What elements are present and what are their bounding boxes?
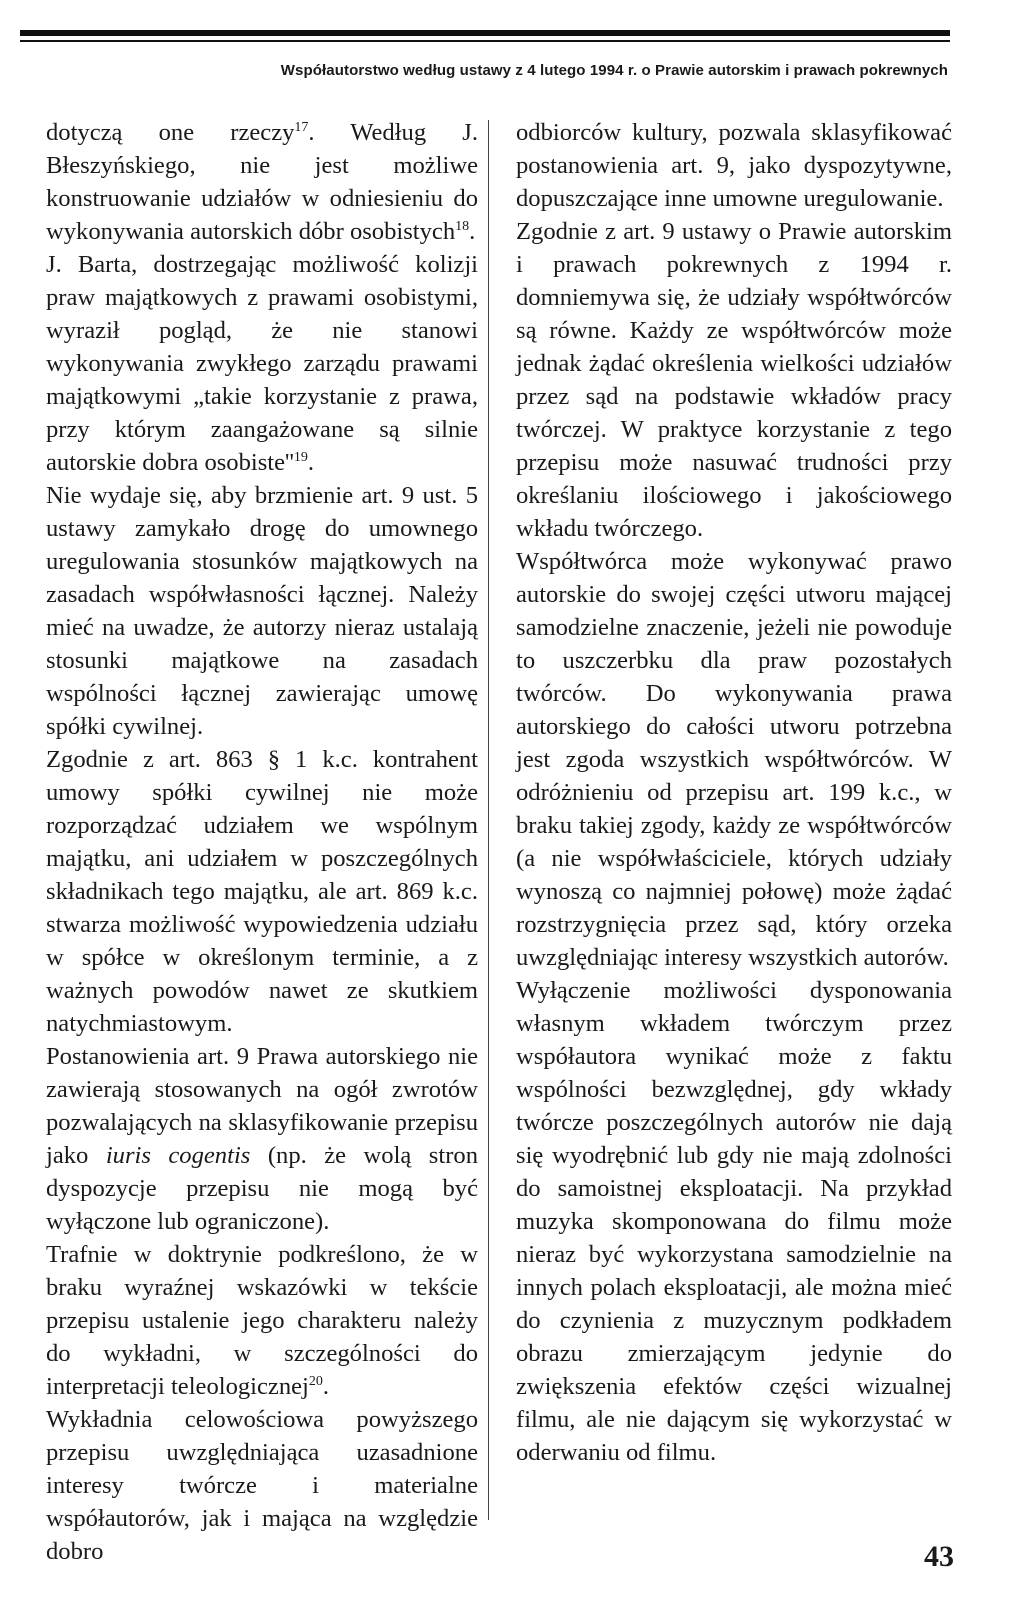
paragraph-text: . Według J. Błeszyńskiego, nie jest możliwe konstruowanie udziałów w odniesieniu do wykonywania autorskich dóbr osobistych: [46, 119, 478, 245]
footnote-ref: 17: [294, 119, 309, 135]
footnote-ref: 20: [308, 1373, 323, 1389]
footnote-ref: 18: [455, 218, 470, 234]
paragraph: [46, 248, 478, 479]
header-rule-thin: [20, 40, 950, 42]
paragraph: Wyłączenie możliwości dysponowania własnym wkładem twórczym przez współautora wynikać może z faktu wspólności bezwzględnej, gdy wkłady twórcze poszczególnych autorów nie dają się wyodrębnić lub gdy nie mają zdolności do samoistnej eksploatacji. Na przykład muzyka skomponowana do filmu może nieraz być wykorzystana samodzielnie na innych polach eksploatacji, ale można mieć do czynienia z muzycznym podkładem obrazu zmierzającym jedynie do zwiększenia efektów części wizualnej filmu, ale nie dającym się wykorzystać w oderwaniu od filmu.: [516, 977, 952, 1466]
paragraph: Wykładnia celowościowa powyższego przepisu uwzględniająca uzasadnione interesy twórcze i materialne współautorów, jak i mająca na względzie dobro: [46, 1406, 478, 1565]
page-number: 43: [924, 1540, 954, 1573]
paragraph-text: dotyczą one rzeczy: [46, 119, 295, 146]
footnote-ref: 19: [293, 449, 308, 465]
paragraph-text: (np. że wolą stron dyspozycje przepisu nie mogą być wyłączone lub ograniczone).: [46, 1142, 478, 1235]
header-rule-thick: [20, 30, 950, 36]
paragraph: Współtwórca może wykonywać prawo autorskie do swojej części utworu mającej samodzielne znaczenie, jeżeli nie powoduje to uszczerbku dla praw pozostałych twórców. Do wykonywania prawa autorskiego do całości utworu potrzebna jest zgoda wszystkich współtwórców. W odróżnieniu od przepisu art. 199 k.c., w braku takiej zgody, każdy ze współtwórców (a nie współwłaściciele, których udziały wynoszą co najmniej połowę) może żądać rozstrzygnięcia przez sąd, który orzeka uwzględniając interesy wszystkich autorów.: [516, 548, 952, 971]
paragraph: Zgodnie z art. 9 ustawy o Prawie autorskim i prawach pokrewnych z 1994 r. domniemywa się, że udziały współtwórców są równe. Każdy ze współtwórców może jednak żądać określenia wielkości udziałów przez sąd na podstawie wkładów pracy twórczej. W praktyce korzystanie z tego przepisu może nasuwać trudności przy określaniu ilościowego i jakościowego wkładu twórczego.: [516, 218, 952, 542]
column-divider: [488, 120, 489, 1520]
paragraph-text: .: [469, 218, 476, 245]
italic-term: iuris cogentis: [105, 1142, 251, 1169]
paragraph: Nie wydaje się, aby brzmienie art. 9 ust. 5 ustawy zamykało drogę do umownego uregulowania stosunków majątkowych na zasadach współwłasności łącznej. Należy mieć na uwadze, że autorzy nieraz ustalają stosunki majątkowe na zasadach wspólności łącznej zawierając umowę spółki cywilnej.: [46, 482, 478, 740]
paragraph: [46, 116, 478, 248]
paragraph: Zgodnie z art. 863 § 1 k.c. kontrahent umowy spółki cywilnej nie może rozporządzać udziałem we wspólnym majątku, ani udziałem w poszczególnych składnikach tego majątku, ale art. 869 k.c. stwarza możliwość wypowiedzenia udziału w spółce w określonym terminie, a z ważnych powodów nawet ze skutkiem natychmiastowym.: [46, 746, 478, 1037]
paragraph-text: .: [322, 1373, 330, 1400]
right-column: [516, 116, 952, 1469]
paragraph-text: .: [307, 449, 315, 476]
paragraph-text: Trafnie w doktrynie podkreślono, że w braku wyraźnej wskazówki w tekście przepisu ustalenie jego charakteru należy do wykładni, w szczególności do interpretacji teleologicznej: [46, 1241, 478, 1400]
paragraph-text: Postanowienia art. 9 Prawa autorskiego nie zawierają stosowanych na ogół zwrotów pozwalających na sklasyfikowanie przepisu jako: [46, 1043, 478, 1169]
running-header: Współautorstwo według ustawy z 4 lutego 1994 r. o Prawie autorskim i prawach pokrewnych: [280, 62, 948, 79]
left-column: [46, 116, 478, 1568]
paragraph-text: J. Barta, dostrzegając możliwość kolizji praw majątkowych z prawami osobistymi, wyraził pogląd, że nie stanowi wykonywania zwykłego zarządu prawami majątkowymi „takie korzystanie z prawa, przy którym zaangażowane są silnie autorskie dobra osobiste'': [46, 251, 478, 476]
paragraph: [46, 1040, 478, 1238]
paragraph: [46, 1238, 478, 1403]
paragraph: odbiorców kultury, pozwala sklasyfikować postanowienia art. 9, jako dyspozytywne, dopuszczające inne umowne uregulowanie.: [516, 119, 952, 212]
